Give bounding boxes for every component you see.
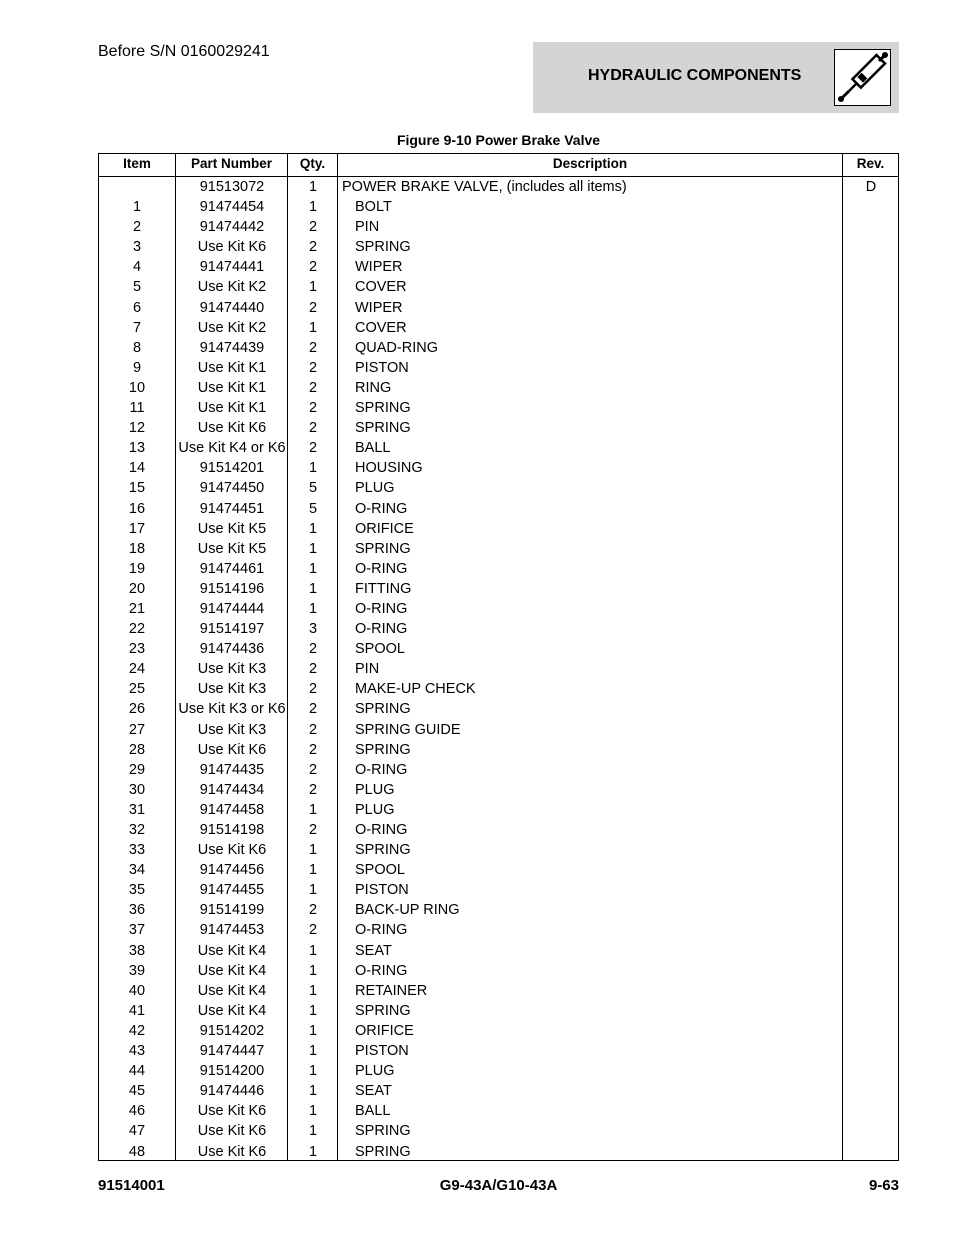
item-cell: 38	[128, 942, 146, 959]
item-cell: 7	[132, 319, 142, 336]
qty-cell: 2	[308, 902, 318, 919]
part-number-cell: 91474439	[199, 339, 265, 356]
qty-cell: 1	[308, 882, 318, 899]
table-row	[99, 177, 898, 197]
qty-cell: 1	[308, 1123, 318, 1140]
qty-cell: 2	[308, 299, 318, 316]
table-row	[99, 298, 898, 318]
description-cell: O-RING	[355, 822, 408, 838]
table-row	[99, 1041, 898, 1061]
table-row	[99, 318, 898, 338]
qty-cell: 2	[308, 822, 318, 838]
part-number-cell: Use Kit K4	[197, 982, 267, 999]
part-number-cell: 91474446	[199, 1083, 265, 1100]
table-row	[99, 1101, 898, 1121]
item-cell: 26	[128, 701, 146, 718]
table-row	[99, 398, 898, 418]
part-number-cell: 91514197	[199, 621, 265, 638]
part-number-cell: Use Kit K3	[197, 721, 267, 738]
part-number-cell: 91514199	[199, 902, 265, 919]
qty-cell: 1	[308, 580, 318, 597]
table-row	[99, 438, 898, 458]
qty-cell: 1	[308, 560, 318, 577]
qty-cell: 2	[308, 922, 318, 939]
item-cell: 6	[132, 299, 142, 316]
hydraulic-cylinder-icon	[834, 49, 891, 106]
part-number-cell: Use Kit K5	[197, 540, 267, 557]
description-cell: PLUG	[355, 480, 395, 497]
description-cell: SPRING GUIDE	[355, 721, 461, 738]
description-cell: SPRING	[355, 540, 411, 557]
footer-part-number: 91514001	[98, 1177, 165, 1194]
item-cell: 36	[128, 902, 146, 919]
table-row	[99, 358, 898, 378]
table-row	[99, 338, 898, 358]
part-number-cell: 91514201	[199, 460, 265, 477]
item-cell: 31	[128, 801, 146, 818]
table-row	[99, 1081, 898, 1101]
column-header-part-number: Part Number	[190, 156, 273, 171]
qty-cell: 1	[308, 1083, 318, 1100]
part-number-cell: 91474444	[199, 600, 265, 617]
item-cell: 43	[128, 1043, 146, 1060]
table-row	[99, 760, 898, 780]
item-cell: 44	[128, 1063, 146, 1080]
table-row	[99, 981, 898, 1001]
part-number-cell: 91474440	[199, 299, 265, 316]
qty-cell: 2	[308, 379, 318, 396]
table-row	[99, 920, 898, 940]
item-cell: 18	[128, 540, 146, 557]
qty-cell: 2	[308, 761, 318, 778]
section-title: HYDRAULIC COMPONENTS	[588, 67, 802, 84]
description-cell: PIN	[355, 219, 380, 236]
item-cell: 5	[132, 279, 142, 296]
description-cell: WIPER	[355, 259, 403, 276]
item-cell: 4	[132, 259, 142, 276]
part-number-cell: 91474442	[199, 219, 265, 236]
description-cell: BACK-UP RING	[355, 902, 460, 919]
qty-cell: 1	[308, 1143, 318, 1160]
table-row	[99, 217, 898, 237]
description-cell: RETAINER	[355, 982, 428, 999]
description-cell: SPRING	[355, 420, 411, 437]
item-cell: 8	[132, 339, 142, 356]
qty-cell: 5	[308, 500, 318, 517]
table-row	[99, 800, 898, 820]
description-cell: SPRING	[355, 1143, 411, 1160]
part-number-cell: Use Kit K6	[197, 1123, 267, 1140]
table-row	[99, 378, 898, 398]
table-row	[99, 478, 898, 498]
qty-cell: 1	[308, 460, 318, 477]
description-cell: PISTON	[355, 882, 409, 899]
part-number-cell: 91474434	[199, 781, 265, 798]
part-number-cell: Use Kit K3	[197, 681, 267, 698]
description-cell: PLUG	[355, 801, 395, 818]
part-number-cell: Use Kit K6	[197, 239, 267, 256]
qty-cell: 1	[308, 982, 318, 999]
description-cell: BOLT	[355, 199, 392, 216]
table-row	[99, 900, 898, 920]
item-cell: 24	[128, 661, 146, 678]
qty-cell: 2	[308, 219, 318, 236]
footer-model: G9-43A/G10-43A	[439, 1177, 558, 1194]
description-cell: COVER	[355, 319, 407, 336]
item-cell: 23	[128, 641, 146, 658]
description-cell: SPOOL	[355, 641, 405, 658]
table-row	[99, 277, 898, 297]
qty-cell: 1	[308, 520, 318, 537]
item-cell: 11	[129, 400, 145, 417]
item-cell: 10	[128, 379, 146, 396]
description-cell: POWER BRAKE VALVE, (includes all items)	[342, 179, 627, 195]
part-number-cell: 91474447	[199, 1043, 265, 1060]
qty-cell: 1	[308, 1063, 318, 1080]
qty-cell: 1	[308, 600, 318, 617]
item-cell: 30	[128, 781, 146, 798]
qty-cell: 1	[308, 319, 318, 336]
item-cell: 40	[128, 982, 146, 999]
section-header	[533, 42, 899, 113]
description-cell: PLUG	[355, 781, 395, 798]
part-number-cell: Use Kit K1	[197, 400, 267, 417]
qty-cell: 1	[308, 540, 318, 557]
item-cell: 17	[128, 520, 146, 537]
part-number-cell: Use Kit K4	[197, 962, 267, 979]
table-row	[99, 519, 898, 539]
table-row	[99, 659, 898, 679]
description-cell: PLUG	[355, 1063, 395, 1080]
item-cell: 16	[128, 500, 146, 517]
qty-cell: 1	[308, 279, 318, 296]
qty-cell: 1	[308, 199, 318, 216]
qty-cell: 2	[308, 440, 318, 457]
description-cell: SPRING	[355, 239, 411, 256]
description-cell: SPRING	[355, 1123, 411, 1140]
description-cell: WIPER	[355, 299, 403, 316]
description-cell: O-RING	[355, 621, 408, 638]
part-number-cell: 91474456	[199, 862, 265, 879]
column-header-item: Item	[123, 156, 151, 171]
table-row	[99, 941, 898, 961]
qty-cell: 1	[308, 862, 318, 879]
qty-cell: 3	[308, 621, 318, 638]
footer-page-number: 9-63	[868, 1177, 899, 1194]
qty-cell: 2	[308, 681, 318, 698]
part-number-cell: Use Kit K4	[197, 942, 267, 959]
qty-cell: 1	[308, 842, 318, 859]
qty-cell: 1	[308, 801, 318, 818]
table-row	[99, 880, 898, 900]
table-row	[99, 1142, 898, 1162]
part-number-cell: Use Kit K6	[197, 842, 267, 859]
item-cell: 41	[128, 1002, 146, 1019]
item-cell: 19	[128, 560, 146, 577]
description-cell: O-RING	[355, 761, 408, 778]
parts-table	[98, 153, 899, 1161]
part-number-cell: 91474458	[199, 801, 265, 818]
part-number-cell: 91514198	[199, 822, 265, 838]
qty-cell: 2	[308, 741, 318, 758]
table-row	[99, 961, 898, 981]
qty-cell: 2	[308, 721, 318, 738]
description-cell: COVER	[355, 279, 407, 296]
item-cell: 21	[128, 600, 146, 617]
item-cell: 12	[128, 420, 146, 437]
qty-cell: 1	[308, 1002, 318, 1019]
figure-title: Figure 9-10 Power Brake Valve	[396, 132, 601, 148]
qty-cell: 2	[308, 420, 318, 437]
table-row	[99, 499, 898, 519]
qty-cell: 2	[308, 400, 318, 417]
table-row	[99, 559, 898, 579]
table-row	[99, 1121, 898, 1141]
part-number-cell: 91514196	[199, 580, 265, 597]
qty-cell: 2	[308, 661, 318, 678]
table-row	[99, 780, 898, 800]
item-cell: 1	[132, 199, 142, 216]
description-cell: PIN	[355, 661, 380, 678]
rev-cell: D	[865, 179, 877, 195]
qty-cell: 1	[308, 942, 318, 959]
serial-number-note: Before S/N 0160029241	[98, 43, 270, 60]
description-cell: BALL	[355, 1103, 391, 1120]
table-row	[99, 840, 898, 860]
part-number-cell: Use Kit K6	[197, 420, 267, 437]
part-number-cell: 91474435	[199, 761, 265, 778]
part-number-cell: 91474455	[199, 882, 265, 899]
part-number-cell: Use Kit K1	[197, 379, 267, 396]
description-cell: SPOOL	[355, 862, 405, 879]
part-number-cell: 91474450	[199, 480, 265, 497]
part-number-cell: Use Kit K6	[197, 1103, 267, 1120]
item-cell: 46	[128, 1103, 146, 1120]
part-number-cell: Use Kit K6	[197, 1143, 267, 1160]
item-cell: 39	[128, 962, 146, 979]
description-cell: SPRING	[355, 701, 411, 718]
description-cell: PISTON	[355, 359, 409, 376]
qty-cell: 2	[308, 339, 318, 356]
description-cell: FITTING	[355, 580, 412, 597]
part-number-cell: Use Kit K2	[197, 319, 267, 336]
description-cell: O-RING	[355, 600, 408, 617]
qty-cell: 1	[308, 962, 318, 979]
table-row	[99, 579, 898, 599]
part-number-cell: Use Kit K3	[197, 661, 267, 678]
item-cell: 25	[128, 681, 146, 698]
item-cell: 48	[128, 1143, 146, 1160]
qty-cell: 2	[308, 239, 318, 256]
part-number-cell: 91474454	[199, 199, 265, 216]
column-header-rev: Rev.	[856, 156, 885, 171]
item-cell: 32	[128, 822, 146, 838]
part-number-cell: 91474441	[199, 259, 265, 276]
description-cell: PISTON	[355, 1043, 409, 1060]
description-cell: O-RING	[355, 962, 408, 979]
item-cell: 34	[128, 862, 146, 879]
description-cell: QUAD-RING	[355, 339, 438, 356]
item-cell: 15	[128, 480, 146, 497]
item-cell: 47	[128, 1123, 146, 1140]
description-cell: SEAT	[355, 942, 392, 959]
item-cell: 14	[128, 460, 146, 477]
item-cell: 2	[132, 219, 142, 236]
part-number-cell: 91474436	[199, 641, 265, 658]
table-row	[99, 720, 898, 740]
column-header-qty: Qty.	[299, 156, 326, 171]
part-number-cell: Use Kit K6	[197, 741, 267, 758]
table-row	[99, 237, 898, 257]
table-row	[99, 679, 898, 699]
part-number-cell: Use Kit K2	[197, 279, 267, 296]
description-cell: O-RING	[355, 922, 408, 939]
table-row	[99, 699, 898, 719]
item-cell: 13	[128, 440, 146, 457]
item-cell: 33	[128, 842, 146, 859]
item-cell: 45	[128, 1083, 146, 1100]
description-cell: SPRING	[355, 842, 411, 859]
table-row	[99, 539, 898, 559]
table-row	[99, 197, 898, 217]
table-row	[99, 1061, 898, 1081]
part-number-cell: 91514202	[199, 1022, 265, 1039]
table-row	[99, 619, 898, 639]
description-cell: MAKE-UP CHECK	[355, 681, 476, 698]
description-cell: SPRING	[355, 400, 411, 417]
item-cell: 29	[128, 761, 146, 778]
table-row	[99, 740, 898, 760]
part-number-cell: Use Kit K3 or K6	[178, 701, 286, 718]
part-number-cell: 91513072	[199, 179, 265, 195]
qty-cell: 1	[308, 179, 318, 195]
part-number-cell: Use Kit K4	[197, 1002, 267, 1019]
item-cell: 9	[132, 359, 142, 376]
item-cell: 42	[128, 1022, 146, 1039]
description-cell: O-RING	[355, 500, 408, 517]
table-row	[99, 257, 898, 277]
item-cell: 35	[128, 882, 146, 899]
qty-cell: 2	[308, 259, 318, 276]
part-number-cell: Use Kit K1	[197, 359, 267, 376]
part-number-cell: Use Kit K4 or K6	[178, 440, 286, 457]
qty-cell: 2	[308, 359, 318, 376]
description-cell: BALL	[355, 440, 391, 457]
table-row	[99, 599, 898, 619]
table-body	[99, 177, 898, 1162]
qty-cell: 1	[308, 1022, 318, 1039]
description-cell: HOUSING	[355, 460, 423, 477]
description-cell: SPRING	[355, 741, 411, 758]
description-cell: O-RING	[355, 560, 408, 577]
item-cell: 37	[128, 922, 146, 939]
table-row	[99, 1021, 898, 1041]
qty-cell: 2	[308, 641, 318, 658]
item-cell: 22	[128, 621, 146, 638]
table-row	[99, 639, 898, 659]
item-cell: 20	[128, 580, 146, 597]
table-row	[99, 860, 898, 880]
part-number-cell: 91474461	[199, 560, 265, 577]
description-cell: ORIFICE	[355, 1022, 414, 1039]
description-cell: RING	[355, 379, 392, 396]
qty-cell: 5	[308, 480, 318, 497]
item-cell: 27	[128, 721, 146, 738]
qty-cell: 2	[308, 701, 318, 718]
description-cell: ORIFICE	[355, 520, 414, 537]
table-row	[99, 418, 898, 438]
part-number-cell: 91474451	[199, 500, 265, 517]
table-row	[99, 820, 898, 840]
part-number-cell: 91474453	[199, 922, 265, 939]
description-cell: SEAT	[355, 1083, 392, 1100]
part-number-cell: 91514200	[199, 1063, 265, 1080]
qty-cell: 1	[308, 1043, 318, 1060]
item-cell: 28	[128, 741, 146, 758]
table-row	[99, 1001, 898, 1021]
part-number-cell: Use Kit K5	[197, 520, 267, 537]
column-header-description: Description	[552, 156, 628, 171]
qty-cell: 2	[308, 781, 318, 798]
table-row	[99, 458, 898, 478]
qty-cell: 1	[308, 1103, 318, 1120]
item-cell: 3	[132, 239, 142, 256]
description-cell: SPRING	[355, 1002, 411, 1019]
